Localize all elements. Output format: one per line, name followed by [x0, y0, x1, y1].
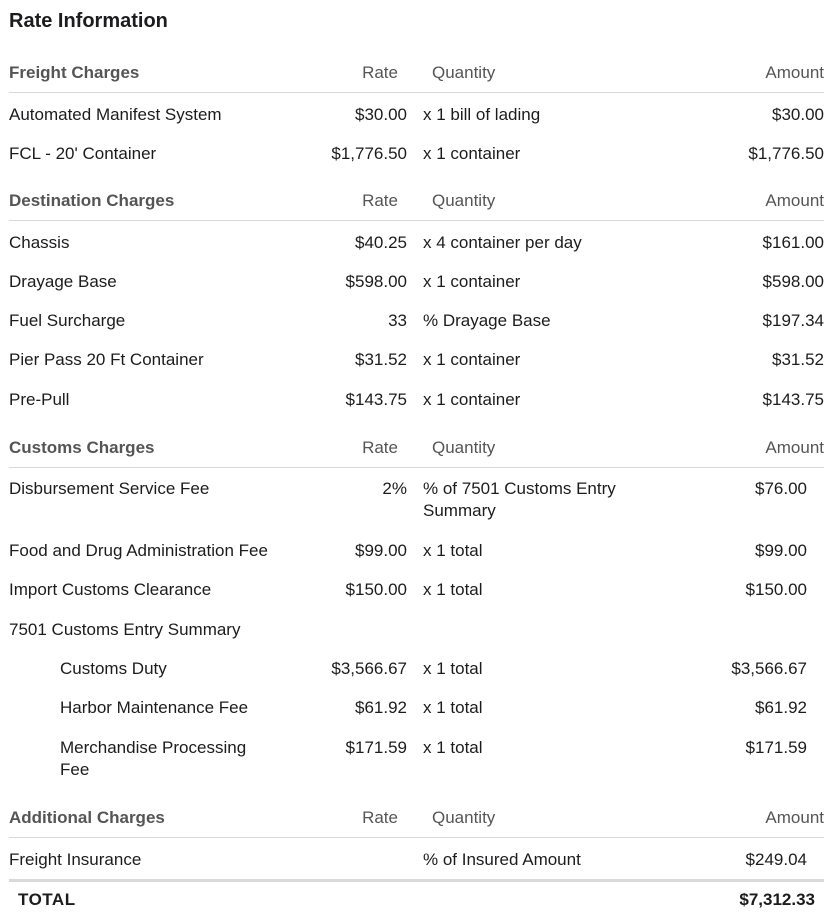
charge-rate: $30.00	[355, 105, 407, 124]
charge-quantity: x 1 bill of lading	[423, 105, 541, 124]
charge-group-name: 7501 Customs Entry Summary	[9, 620, 241, 639]
section-header	[9, 52, 824, 93]
total-label: TOTAL	[18, 890, 76, 909]
charge-rate: $150.00	[345, 580, 407, 599]
charge-quantity: % of 7501 Customs Entry Summary	[423, 479, 616, 520]
charge-amount: $76.00	[755, 479, 807, 498]
charge-rate: $31.52	[355, 350, 407, 369]
charge-quantity: x 1 total	[423, 580, 483, 599]
charge-quantity: x 1 total	[423, 659, 483, 678]
charge-amount: $171.59	[745, 738, 807, 757]
section-title: Destination Charges	[9, 191, 175, 210]
charge-amount: $3,566.67	[731, 659, 807, 678]
charge-amount: $161.00	[762, 233, 824, 252]
rate-column-header: Rate	[362, 808, 398, 827]
charge-amount: $197.34	[762, 311, 824, 330]
quantity-column-header: Quantity	[432, 808, 496, 827]
charge-quantity: x 4 container per day	[423, 233, 582, 252]
charge-amount: $31.52	[772, 350, 824, 369]
charge-name: Drayage Base	[9, 272, 117, 291]
section-title: Additional Charges	[9, 808, 165, 827]
charge-rate: 33	[388, 311, 407, 330]
section-header	[9, 427, 824, 468]
charge-amount: $61.92	[755, 698, 807, 717]
freight-charges-section	[9, 52, 824, 93]
rate-column-header: Rate	[362, 191, 398, 210]
charge-quantity: x 1 container	[423, 272, 521, 291]
charge-amount: $30.00	[772, 105, 824, 124]
charge-rate: $3,566.67	[331, 659, 407, 678]
quantity-column-header: Quantity	[432, 438, 496, 457]
destination-charges-section	[9, 180, 824, 221]
charge-name: Import Customs Clearance	[9, 580, 212, 599]
charge-rate: $598.00	[345, 272, 407, 291]
total-amount: $7,312.33	[739, 890, 815, 909]
page-title: Rate Information	[9, 10, 168, 32]
charge-name: Chassis	[9, 233, 70, 252]
charge-name: Pre-Pull	[9, 390, 70, 409]
additional-charges-section	[9, 797, 824, 838]
charge-name: Harbor Maintenance Fee	[60, 698, 249, 717]
charge-quantity: x 1 total	[423, 698, 483, 717]
charge-amount: $143.75	[762, 390, 824, 409]
charge-rate: $171.59	[345, 738, 407, 757]
section-header	[9, 797, 824, 838]
rate-column-header: Rate	[362, 438, 398, 457]
customs-charges-section	[9, 427, 824, 468]
amount-column-header: Amount	[765, 191, 824, 210]
charge-name: Pier Pass 20 Ft Container	[9, 350, 204, 369]
charge-quantity: x 1 total	[423, 541, 483, 560]
amount-column-header: Amount	[765, 438, 824, 457]
section-title: Freight Charges	[9, 63, 140, 82]
charge-quantity: x 1 container	[423, 350, 521, 369]
charge-name: Merchandise Processing Fee	[60, 738, 247, 779]
charge-name: Food and Drug Administration Fee	[9, 541, 268, 560]
charge-rate: $40.25	[355, 233, 407, 252]
rate-column-header: Rate	[362, 63, 398, 82]
charge-amount: $99.00	[755, 541, 807, 560]
quantity-column-header: Quantity	[432, 63, 496, 82]
charge-quantity: x 1 container	[423, 390, 521, 409]
charge-quantity: x 1 total	[423, 738, 483, 757]
charge-amount: $1,776.50	[748, 144, 824, 163]
charge-name: Customs Duty	[60, 659, 167, 678]
charge-name: Automated Manifest System	[9, 105, 222, 124]
charge-name: Disbursement Service Fee	[9, 479, 210, 498]
sub-charge-row	[9, 737, 824, 781]
charge-rate: $99.00	[355, 541, 407, 560]
charge-name: Fuel Surcharge	[9, 311, 126, 330]
amount-column-header: Amount	[765, 808, 824, 827]
charge-rate: $143.75	[345, 390, 407, 409]
charge-quantity: x 1 container	[423, 144, 521, 163]
total-divider	[9, 879, 824, 882]
charge-quantity: % Drayage Base	[423, 311, 551, 330]
section-title: Customs Charges	[9, 438, 155, 457]
charge-amount: $598.00	[762, 272, 824, 291]
charge-row	[9, 478, 824, 522]
charge-amount: $150.00	[745, 580, 807, 599]
charge-name: Freight Insurance	[9, 850, 142, 869]
amount-column-header: Amount	[765, 63, 824, 82]
section-header	[9, 180, 824, 221]
charge-name: FCL - 20' Container	[9, 144, 157, 163]
charge-rate: $61.92	[355, 698, 407, 717]
charge-quantity: % of Insured Amount	[423, 850, 581, 869]
charge-rate: $1,776.50	[331, 144, 407, 163]
charge-rate: 2%	[382, 479, 407, 498]
quantity-column-header: Quantity	[432, 191, 496, 210]
charge-amount: $249.04	[745, 850, 807, 869]
